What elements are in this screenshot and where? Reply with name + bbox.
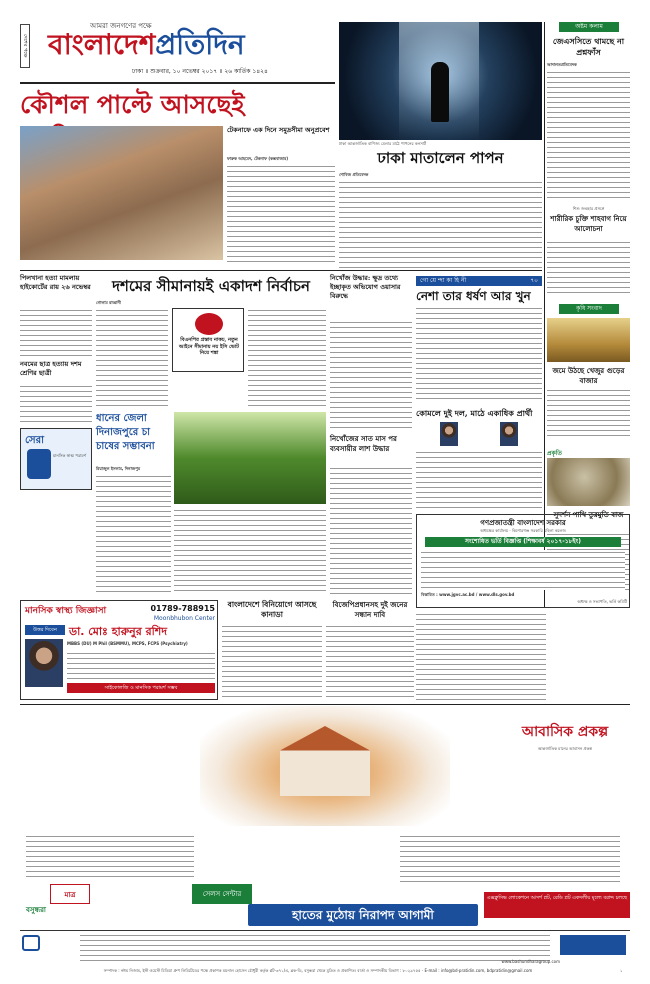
dhaka-headline: শারীরিক চুক্তি শাহবাগ নিয়ে আলোচনা <box>550 214 627 233</box>
canada-body <box>222 624 322 700</box>
doctor-photo <box>25 639 63 687</box>
house-in-hands-image <box>200 706 450 826</box>
bjp-body <box>326 624 414 700</box>
candidate-1-photo <box>440 422 458 446</box>
masthead-title <box>48 28 328 62</box>
pilkhana-headline: পিলখানা হত্যা মামলায় হাইকোর্টের রায় ২৬ নভেম্বর <box>20 274 91 291</box>
wasa-headline: নিখোঁজ উদ্ধার: ক্ষুদ্র তথ্যে ইচ্ছাকৃত অভিযোগ ওয়াসার বিরুদ্ধে <box>330 274 401 300</box>
bashundhara-brand: বসুন্ধরা <box>26 906 46 914</box>
group-logo-icon <box>22 935 40 951</box>
wasa-body <box>330 320 412 430</box>
bottom-strip-logo-icon <box>560 935 626 955</box>
lead-photo-caption <box>20 261 223 267</box>
tea-body-left <box>96 474 171 594</box>
agri-headline: জমে উঠছে খেজুর গুড়ের বাজার <box>552 366 625 385</box>
tea-byline: রিয়াজুল ইসলাম, দিনাজপুর <box>96 466 141 471</box>
eighth-column-badge: অষ্টম কলাম <box>559 22 619 32</box>
real-estate-copy-right <box>400 834 620 884</box>
detective-series-tag: গো য়ে ন্দা কা হি নী <box>420 277 467 284</box>
tea-photo <box>174 412 326 504</box>
price-badge: মাত্র <box>50 884 90 904</box>
lead-subhead: টেকনাফে এক দিনে সমুদ্রসীমা অনুপ্রবেশ <box>227 126 330 134</box>
bjp-headline: বিজেপিপ্রধানসহ দুই জনের সন্ধান দাবি <box>332 600 408 619</box>
water-tank-icon <box>27 449 51 479</box>
masthead-title-part2: প্রতিদিন <box>155 28 245 61</box>
sera-ad-brand: সেরা <box>25 435 45 446</box>
bottom-strip-website: www.bashundharagroup.com <box>501 959 560 964</box>
agri-body <box>547 388 630 440</box>
student-murder-headline: নবমের ছাত্র হত্যায় দশম শ্রেণির ছাত্রী <box>20 360 82 377</box>
govt-ad-body <box>421 550 625 590</box>
candidate-photos <box>416 422 542 448</box>
election-box <box>172 308 244 372</box>
real-estate-copy-left <box>26 834 194 878</box>
mental-health-ad-title: মানসিক স্বাস্থ্য জিজ্ঞাসা <box>25 606 107 616</box>
election-headline: দশমের সীমানায়ই একাদশ নির্বাচন <box>112 277 310 295</box>
footer-imprint: সম্পাদক : নঈম নিজাম, ইস্ট ওয়েস্ট মিডিয়া গ্রুপ লিমিটেডের পক্ষে প্রকাশক ময়নাল হোসেন চৌধুরী কর্তৃক প্লট-৩৭১/এ, ব্লক-ডি, বসুন্ধরা থেকে মুদ্রিত ও প্রকাশিত। বার্তা ও সম্পাদকীয় বিভাগ : ৮০২৯৭৫৫ · E-mail : info@bd-pratidin.com, bdpratidin@gmail.com <box>103 968 533 973</box>
upper-section-rule <box>20 270 542 271</box>
sera-ad-line: মানসিক স্বাস্থ্য পরামর্শ <box>53 453 86 458</box>
campaign-title: আবাসিক প্রকল্প <box>521 724 609 740</box>
bird-headline: সুদর্শন পাখি তুরমুতি বাজ <box>553 510 624 519</box>
masthead-rule <box>20 82 335 84</box>
concert-headline: ঢাকা মাতালেন পাপন <box>377 149 504 167</box>
lower-right-body <box>416 612 546 700</box>
slogan-bar <box>248 904 478 926</box>
masthead-motto: আমরা জনগণের পক্ষে <box>90 22 152 30</box>
dhaka-body <box>547 240 630 296</box>
right-banner: এক্সক্লুসিভ লোকেশনে আদর্শ প্লট, রেডি প্লট একদলীয় মূল্যে বরাদ্দ চলছে <box>484 892 630 918</box>
page-marker: ১ <box>620 968 623 973</box>
lead-body <box>227 164 335 264</box>
mental-health-ad-doctor: ডা. মোঃ হারুনুর রশিদ <box>69 625 168 638</box>
candidate-2-photo <box>500 422 518 446</box>
masthead-dateline: ঢাকা ॥ শুক্রবার, ১০ নভেম্বর ২০১৭ ॥ ২৬ কার্তিক ১৪২৪ <box>132 68 268 75</box>
dhaka-kicker: শিশু জন্মহার প্রসঙ্গে <box>572 206 605 211</box>
govt-ad-sign: অধ্যক্ষ ও সভাপতি, ভর্তি কমিটি <box>577 599 627 604</box>
election-byline: গোলাম রাব্বানী <box>96 300 121 305</box>
concert-photo <box>339 22 542 140</box>
tea-headline: ধানের জেলা দিনাজপুরে চা চাষের সম্ভাবনা <box>96 413 155 452</box>
masthead-title-part1: বাংলাদেশ <box>48 28 156 61</box>
mental-health-ad-body <box>67 651 215 679</box>
komol-body <box>416 450 542 510</box>
ballot-icon <box>195 313 223 335</box>
govt-ad-heading: সংশোধিত ভর্তি বিজ্ঞপ্তি (শিক্ষাবর্ষ ২০১৭-১৮ইং) <box>425 537 621 547</box>
sales-center-badge: সেলস সেন্টার <box>192 884 252 904</box>
student-murder-body <box>20 384 92 424</box>
election-body-left <box>96 308 168 408</box>
mental-health-ad-answer-label: উত্তর দিবেন <box>25 625 65 635</box>
jsc-headline: জেএসসিতে থামছে না প্রশ্নফাঁস <box>552 36 625 57</box>
election-box-text: বিএনপির প্রস্তাব নাকচ, নতুন আইনে সীমানায় নয় ইসি ভোট নিয়ে শঙ্কা <box>179 337 239 356</box>
mental-health-ad <box>20 600 218 700</box>
campaign-note: আন্তর্জাতিক মানের আবাসন প্রকল্প <box>537 746 593 751</box>
lead-headline: কৌশল পাল্টে আসছেই <box>20 90 245 119</box>
detective-series-banner <box>416 276 542 286</box>
missing-trader-headline: নিখোঁজের সাত মাস পর ব্যবসায়ীর লাশ উদ্ধার <box>330 434 397 453</box>
govt-ad-title: গণপ্রজাতন্ত্রী বাংলাদেশ সরকার <box>480 518 566 527</box>
jsc-body <box>547 70 630 200</box>
bottom-strip <box>20 930 630 966</box>
detective-series-number: ৭০ <box>530 277 538 284</box>
lead-photo <box>20 126 223 260</box>
govt-admission-ad <box>416 514 630 608</box>
concert-body <box>339 180 542 268</box>
masthead <box>20 20 330 80</box>
tea-body-right <box>174 508 326 594</box>
masthead-side-tag: দেশের পক্ষে <box>20 24 30 68</box>
agri-photo <box>547 318 630 362</box>
govt-ad-sub: অধ্যক্ষের কার্যালয় · কিশোরগঞ্জ সরকারি মহিলা কলেজ <box>480 528 566 533</box>
concert-byline: শোবিজ প্রতিবেদক <box>339 172 369 177</box>
slogan-text: হাতের মুঠোয় নিরাপদ আগামী <box>292 908 434 922</box>
komol-headline: কোমলে দুই দল, মাঠে একাধিক প্রার্থী <box>416 408 533 418</box>
mental-health-ad-phone: 01789-788915 <box>150 604 215 613</box>
lower-section-rule <box>20 704 630 705</box>
jsc-byline: আদালতপ্রতিবেদক <box>547 62 577 67</box>
house-icon <box>280 726 370 796</box>
detective-body <box>416 306 542 402</box>
mental-health-ad-cta: সাইকোলজি ও মানসিক পরামর্শ সম্ভব <box>67 683 215 693</box>
govt-ad-web: বিস্তারিত : www.jgvc.ac.bd / www.dls.gov.bd <box>421 592 515 597</box>
mental-health-ad-degrees: MBBS (DU) M Phil (BSMMU), MCPS, FCPS (Psychiatry) <box>67 641 188 646</box>
election-body-right <box>248 308 326 408</box>
performer-figure-icon <box>431 62 449 122</box>
detective-headline: নেশা তার ধর্ষণ আর খুন <box>416 289 531 303</box>
missing-trader-body <box>330 466 412 594</box>
bird-photo <box>547 458 630 506</box>
agri-badge: কৃষি সংবাদ <box>559 304 619 314</box>
lead-byline: ফারুক আহমেদ, টেকনাফ (কক্সবাজার) <box>227 156 289 161</box>
nature-badge: প্রকৃতি <box>547 450 562 457</box>
real-estate-ad <box>20 706 630 928</box>
sera-ad <box>20 428 92 490</box>
mental-health-ad-center: Moonbhubon Center <box>153 615 215 622</box>
canada-headline: বাংলাদেশে বিনিয়োগে আসছে কানাডা <box>227 600 317 619</box>
pilkhana-body <box>20 308 92 356</box>
concert-photo-caption: ঢাকা আন্তর্জাতিক বাণিজ্য মেলার মাঠে পাপনের কনসার্ট <box>339 141 427 146</box>
